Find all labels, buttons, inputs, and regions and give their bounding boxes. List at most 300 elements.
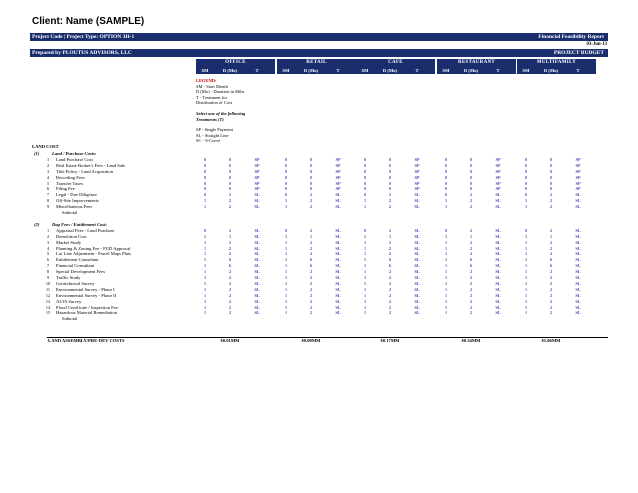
treatment-value: SL (495, 245, 501, 251)
subheader-cell: D (Mo) (543, 67, 559, 73)
start-month-value: 1 (444, 310, 448, 316)
treatment-value: SP (254, 174, 260, 180)
treatment-value: SL (335, 275, 341, 280)
treatment-value: SP (335, 162, 341, 168)
start-month-value: 1 (524, 263, 528, 269)
row-index: 9 (46, 204, 50, 210)
duration-value: 2 (388, 275, 392, 280)
row-index: 3 (46, 239, 50, 245)
treatment-value: SL (495, 233, 501, 239)
start-month-value: 1 (524, 245, 528, 251)
treatment-value: SL (414, 245, 420, 251)
treatment-value: SL (254, 227, 260, 233)
start-month-value: 1 (284, 292, 288, 298)
duration-value: 2 (228, 298, 232, 304)
treatment-value: SL (335, 227, 341, 233)
treatment-value: SL (575, 233, 581, 239)
duration-value: 6 (469, 257, 473, 263)
start-month-value: 1 (284, 198, 288, 204)
duration-value: 2 (549, 192, 553, 198)
start-month-value: 0 (444, 156, 448, 162)
start-month-value: 1 (203, 239, 207, 245)
row-label: Land Purchase Cost (56, 156, 93, 162)
duration-value: 2 (469, 251, 473, 257)
duration-value: 6 (549, 263, 553, 269)
row-label: Environmental Survey - Phase II (56, 292, 117, 298)
start-month-value: 1 (524, 292, 528, 298)
row-index: 10 (45, 280, 51, 286)
treatment-value: SL (335, 298, 341, 304)
duration-value: 2 (228, 275, 232, 280)
start-month-value: 0 (284, 227, 288, 233)
treatment-value: SP (495, 186, 501, 192)
duration-value: 2 (228, 310, 232, 316)
duration-value: 2 (388, 198, 392, 204)
subtotal-row (0, 316, 638, 322)
duration-value: 6 (228, 257, 232, 263)
subheader-cell: D (Mo) (382, 67, 398, 73)
duration-value: 2 (469, 204, 473, 210)
start-month-value: 0 (284, 180, 288, 186)
start-month-value: 0 (444, 168, 448, 174)
duration-value: 2 (549, 269, 553, 275)
row-label: Hazardous Material Remediation (56, 310, 117, 316)
start-month-value: 1 (284, 204, 288, 210)
subheader-cell: T (415, 67, 419, 73)
start-month-value: 0 (524, 174, 528, 180)
start-month-value: 1 (363, 292, 367, 298)
report-client-title: Client: Name (SAMPLE) (32, 16, 145, 27)
row-index: 6 (46, 186, 50, 192)
treatment-value: SL (254, 245, 260, 251)
start-month-value: 1 (363, 233, 367, 239)
duration-value: 2 (309, 280, 313, 286)
treatment-value: SL (495, 192, 501, 198)
row-label: Environmental Survey - Phase I (56, 286, 115, 292)
start-month-value: 0 (284, 174, 288, 180)
treatment-value: SP (414, 186, 420, 192)
duration-value: 1 (469, 233, 473, 239)
duration-value: 1 (228, 233, 232, 239)
treatment-value: SL (575, 304, 581, 310)
legend-line: Distribution of Cost (196, 100, 233, 106)
start-month-value: 1 (444, 263, 448, 269)
start-month-value: 1 (363, 239, 367, 245)
duration-value: 0 (549, 162, 553, 168)
treatment-value: SL (335, 292, 341, 298)
start-month-value: 1 (363, 310, 367, 316)
treatment-value: SL (575, 310, 581, 316)
start-month-value: 0 (524, 156, 528, 162)
row-label: Title Policy - Land Acquisition (56, 168, 113, 174)
duration-value: 2 (469, 275, 473, 280)
treatment-value: SL (254, 292, 260, 298)
start-month-value: 1 (444, 286, 448, 292)
duration-value: 0 (388, 168, 392, 174)
start-month-value: 1 (284, 257, 288, 263)
treatment-value: SP (414, 168, 420, 174)
treatment-value: SL (254, 192, 260, 198)
duration-value: 6 (469, 263, 473, 269)
prepared-band (30, 49, 608, 57)
treatment-value: SL (414, 304, 420, 310)
treatment-value: SL (335, 257, 341, 263)
treatment-value: SL (414, 263, 420, 269)
group-total-value: $0.17MM (380, 338, 400, 343)
duration-value: 2 (549, 275, 553, 280)
duration-value: 2 (549, 310, 553, 316)
treatment-value: SL (495, 304, 501, 310)
treatment-value: SL (575, 292, 581, 298)
row-label: Filing Fee (56, 186, 75, 192)
start-month-value: 0 (444, 227, 448, 233)
duration-value: 0 (309, 162, 313, 168)
section-name-label: PROJECT BUDGET (553, 49, 604, 56)
treatment-value: SL (414, 192, 420, 198)
row-index: 2 (46, 162, 50, 168)
duration-value: 2 (309, 198, 313, 204)
treatment-value: SL (575, 298, 581, 304)
row-index: 13 (45, 298, 51, 304)
legend-select-line: Treatments (T) (196, 116, 224, 122)
duration-value: 0 (388, 162, 392, 168)
duration-value: 2 (309, 245, 313, 251)
treatment-value: SL (575, 192, 581, 198)
section-title: Land / Purchase Costs: (52, 151, 97, 156)
treatment-value: SL (414, 280, 420, 286)
treatment-value: SL (575, 251, 581, 257)
start-month-value: 1 (284, 233, 288, 239)
row-label: Lot Line Adjustment - Parcel Maps Plats (56, 251, 132, 257)
treatment-value: SL (575, 280, 581, 286)
duration-value: 6 (388, 257, 392, 263)
group-header-multifamily: MULTIFAMILY (517, 59, 596, 67)
row-label: Special Development Fees (56, 269, 105, 275)
start-month-value: 1 (363, 257, 367, 263)
start-month-value: 1 (203, 304, 207, 310)
start-month-value: 0 (284, 162, 288, 168)
duration-value: 2 (388, 227, 392, 233)
row-label: Off-Site Improvements (56, 198, 99, 204)
treatment-value: SL (495, 280, 501, 286)
duration-value: 2 (469, 192, 473, 198)
duration-value: 2 (228, 269, 232, 275)
start-month-value: 1 (203, 269, 207, 275)
treatment-value: SL (414, 275, 420, 280)
subheader-cell: SM (282, 67, 290, 73)
start-month-value: 0 (203, 180, 207, 186)
group-header-retail: RETAIL (277, 59, 356, 67)
legend-line: D (Mo) - Duration in Mths (196, 89, 245, 95)
treatment-value: SL (414, 204, 420, 210)
start-month-value: 1 (363, 304, 367, 310)
duration-value: 2 (549, 239, 553, 245)
treatment-value: SL (335, 233, 341, 239)
legend-line: T - Treatment for (196, 94, 228, 100)
start-month-value: 1 (524, 280, 528, 286)
total-label: LAND ASSEMBLY/PRE-DEV COSTS (48, 338, 125, 343)
duration-value: 0 (469, 156, 473, 162)
legend-select-line: Select one of the following (196, 110, 246, 116)
start-month-value: 1 (203, 198, 207, 204)
duration-value: 6 (549, 257, 553, 263)
treatment-value: SP (335, 168, 341, 174)
duration-value: 2 (309, 192, 313, 198)
start-month-value: 1 (363, 198, 367, 204)
row-index: 4 (46, 174, 50, 180)
duration-value: 2 (388, 310, 392, 316)
duration-value: 2 (228, 280, 232, 286)
duration-value: 2 (309, 251, 313, 257)
start-month-value: 0 (444, 192, 448, 198)
treatment-value: SL (495, 298, 501, 304)
treatment-value: SL (254, 204, 260, 210)
duration-value: 2 (228, 227, 232, 233)
duration-value: 2 (549, 251, 553, 257)
row-index: 7 (46, 192, 50, 198)
land-cost-label: LAND COST (32, 144, 59, 149)
duration-value: 2 (309, 292, 313, 298)
treatment-value: SL (254, 269, 260, 275)
duration-value: 0 (309, 156, 313, 162)
row-index: 5 (46, 180, 50, 186)
total-rule (47, 337, 608, 338)
start-month-value: 1 (203, 263, 207, 269)
prepared-by-label: Prepared by PLOUTUS ADVISORS, LLC (32, 49, 132, 56)
subheader-cell: SM (201, 67, 209, 73)
start-month-value: 1 (284, 251, 288, 257)
treatment-value: SP (495, 162, 501, 168)
row-index: 2 (46, 233, 50, 239)
start-month-value: 0 (284, 168, 288, 174)
treatment-value: SL (575, 239, 581, 245)
duration-value: 2 (228, 286, 232, 292)
row-label: Recording Fees (56, 174, 85, 180)
row-index: 12 (45, 292, 51, 298)
duration-value: 0 (388, 156, 392, 162)
start-month-value: 1 (363, 269, 367, 275)
treatment-value: SP (335, 156, 341, 162)
treatment-value: SL (414, 298, 420, 304)
start-month-value: 1 (524, 204, 528, 210)
start-month-value: 1 (203, 292, 207, 298)
duration-value: 2 (228, 292, 232, 298)
treatment-value: SL (575, 227, 581, 233)
duration-value: 0 (549, 168, 553, 174)
row-index: 5 (46, 251, 50, 257)
treatment-value: SP (414, 162, 420, 168)
subheader-row (437, 67, 516, 74)
duration-value: 2 (309, 239, 313, 245)
duration-value: 2 (228, 245, 232, 251)
duration-value: 2 (309, 286, 313, 292)
start-month-value: 1 (363, 280, 367, 286)
treatment-value: SL (575, 245, 581, 251)
start-month-value: 0 (363, 156, 367, 162)
treatment-value: SL (414, 292, 420, 298)
start-month-value: 1 (524, 257, 528, 263)
start-month-value: 1 (524, 251, 528, 257)
treatment-value: SL (254, 239, 260, 245)
duration-value: 0 (388, 180, 392, 186)
treatment-value: SP (575, 186, 581, 192)
start-month-value: 0 (203, 186, 207, 192)
row-label: ALTA Survey (56, 298, 82, 304)
treatment-value: SL (335, 310, 341, 316)
start-month-value: 1 (524, 304, 528, 310)
start-month-value: 0 (444, 174, 448, 180)
treatment-value: SL (254, 298, 260, 304)
duration-value: 2 (228, 198, 232, 204)
start-month-value: 0 (203, 174, 207, 180)
treatment-value: SP (254, 162, 260, 168)
treatment-value: SL (414, 239, 420, 245)
section-number: (1) (34, 151, 40, 156)
duration-value: 2 (549, 204, 553, 210)
duration-value: 2 (469, 280, 473, 286)
treatment-value: SL (495, 263, 501, 269)
duration-value: 2 (549, 286, 553, 292)
treatment-value: SL (335, 204, 341, 210)
treatment-value: SP (495, 156, 501, 162)
start-month-value: 1 (203, 233, 207, 239)
subheader-cell: SM (361, 67, 369, 73)
treatment-value: SL (495, 310, 501, 316)
start-month-value: 0 (284, 186, 288, 192)
treatment-value: SL (414, 269, 420, 275)
row-index: 8 (46, 269, 50, 275)
start-month-value: 0 (284, 192, 288, 198)
subheader-cell: SM (522, 67, 530, 73)
treatment-value: SP (335, 180, 341, 186)
row-index: 11 (45, 286, 51, 292)
treatment-value: SL (254, 286, 260, 292)
start-month-value: 0 (203, 192, 207, 198)
row-index: 1 (46, 227, 50, 233)
start-month-value: 1 (524, 275, 528, 280)
duration-value: 0 (228, 180, 232, 186)
start-month-value: 1 (363, 245, 367, 251)
duration-value: 2 (388, 251, 392, 257)
start-month-value: 0 (363, 180, 367, 186)
start-month-value: 0 (363, 227, 367, 233)
treatment-value: SP (335, 186, 341, 192)
subtotal-label: Subtotal (62, 210, 78, 215)
treatment-value: SL (495, 257, 501, 263)
treatment-value: SL (254, 251, 260, 257)
duration-value: 2 (388, 204, 392, 210)
treatment-value: SL (414, 257, 420, 263)
treatment-value: SL (495, 251, 501, 257)
treatment-value: SL (335, 192, 341, 198)
duration-value: 2 (309, 275, 313, 280)
duration-value: 0 (228, 162, 232, 168)
treatment-value: SP (414, 156, 420, 162)
start-month-value: 0 (203, 156, 207, 162)
legend-option: SP - Single Payment (196, 127, 233, 133)
start-month-value: 1 (444, 239, 448, 245)
start-month-value: 1 (444, 298, 448, 304)
row-label: Traffic Study (56, 275, 81, 280)
treatment-value: SL (335, 239, 341, 245)
legend-option: SL - Straight Line (196, 132, 229, 138)
start-month-value: 1 (203, 310, 207, 316)
start-month-value: 1 (444, 257, 448, 263)
start-month-value: 0 (444, 186, 448, 192)
row-index: 7 (46, 263, 50, 269)
row-index: 6 (46, 257, 50, 263)
subheader-row (196, 67, 275, 74)
start-month-value: 1 (444, 251, 448, 257)
group-header-cafe: CAFE (356, 59, 435, 67)
duration-value: 0 (469, 162, 473, 168)
subheader-cell: T (255, 67, 259, 73)
row-index: 1 (46, 156, 50, 162)
duration-value: 0 (309, 186, 313, 192)
treatment-value: SL (335, 269, 341, 275)
duration-value: 2 (469, 245, 473, 251)
subheader-cell: SM (442, 67, 450, 73)
row-label: Entitlement Consultant (56, 257, 99, 263)
legend-heading: LEGEND: (196, 78, 217, 83)
treatment-value: SL (254, 233, 260, 239)
duration-value: 0 (228, 156, 232, 162)
start-month-value: 1 (444, 245, 448, 251)
duration-value: 2 (469, 292, 473, 298)
treatment-value: SL (335, 280, 341, 286)
duration-value: 2 (388, 245, 392, 251)
start-month-value: 1 (203, 245, 207, 251)
row-index: 4 (46, 245, 50, 251)
start-month-value: 1 (444, 292, 448, 298)
section-title: Dag Fees / Entitlement Cost: (52, 221, 107, 227)
start-month-value: 1 (363, 263, 367, 269)
treatment-value: SL (575, 269, 581, 275)
legend-option: SC - S-Curve (196, 138, 221, 144)
start-month-value: 1 (284, 298, 288, 304)
treatment-value: SP (495, 168, 501, 174)
subheader-row (277, 67, 356, 74)
start-month-value: 1 (444, 275, 448, 280)
subheader-cell: T (576, 67, 580, 73)
start-month-value: 1 (524, 198, 528, 204)
duration-value: 1 (549, 233, 553, 239)
start-month-value: 0 (203, 227, 207, 233)
project-band (30, 33, 608, 41)
treatment-value: SP (575, 174, 581, 180)
start-month-value: 0 (203, 162, 207, 168)
group-total-value: $1.06MM (541, 338, 561, 343)
subheader-cell: T (336, 67, 340, 73)
duration-value: 6 (309, 263, 313, 269)
row-index: 14 (45, 304, 51, 310)
start-month-value: 0 (524, 162, 528, 168)
start-month-value: 1 (203, 298, 207, 304)
duration-value: 2 (309, 269, 313, 275)
start-month-value: 0 (203, 168, 207, 174)
duration-value: 2 (469, 310, 473, 316)
start-month-value: 0 (363, 174, 367, 180)
duration-value: 2 (388, 292, 392, 298)
duration-value: 2 (469, 227, 473, 233)
treatment-value: SL (335, 251, 341, 257)
row-index: 15 (45, 310, 51, 316)
treatment-value: SL (254, 198, 260, 204)
duration-value: 2 (228, 192, 232, 198)
legend-line: SM - Start Month (196, 83, 228, 89)
treatment-value: SL (414, 286, 420, 292)
treatment-value: SP (335, 174, 341, 180)
